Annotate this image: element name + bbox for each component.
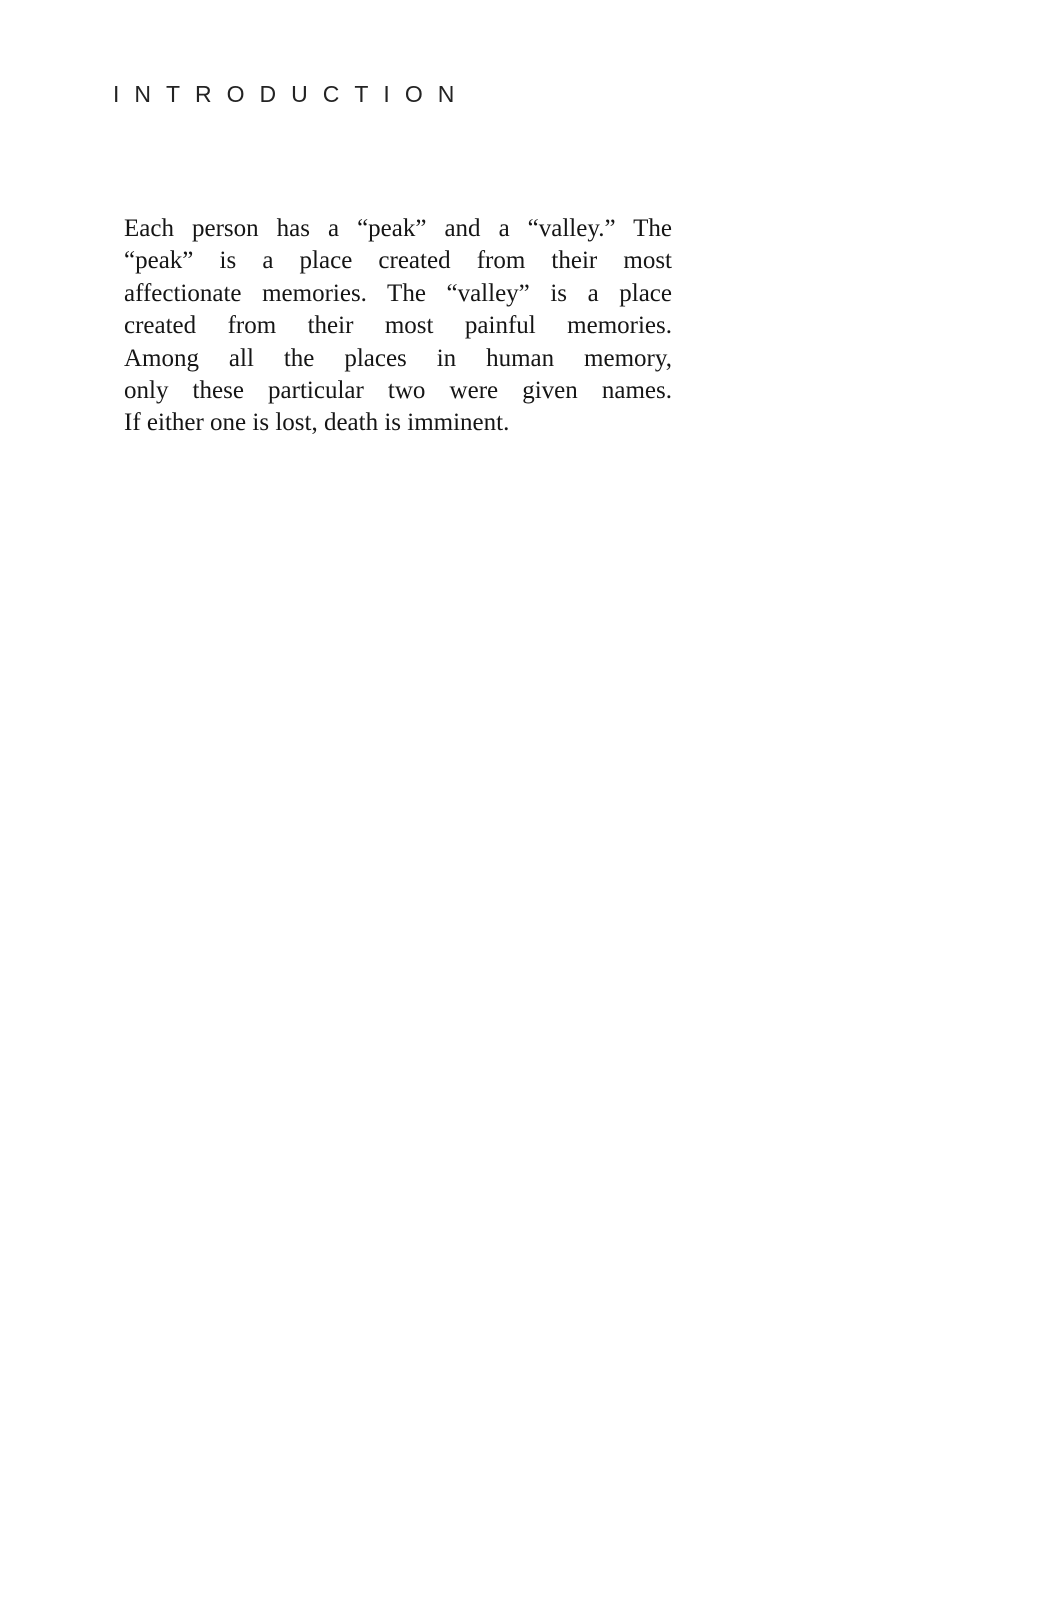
text-line: If either one is lost, death is imminent. — [124, 409, 510, 437]
text-line: Each person has a “peak” and a “valley.” The — [124, 215, 672, 242]
text-line: “peak” is a place created from their most — [124, 247, 672, 275]
page-title: INTRODUCTION — [113, 81, 470, 107]
text-line: Among all the places in human memory, — [124, 344, 672, 372]
introduction-paragraph — [124, 213, 672, 440]
text-line: only these particular two were given names. — [124, 377, 672, 405]
text-line: affectionate memories. The “valley” is a place — [124, 279, 672, 307]
text-line: created from their most painful memories. — [124, 312, 672, 340]
